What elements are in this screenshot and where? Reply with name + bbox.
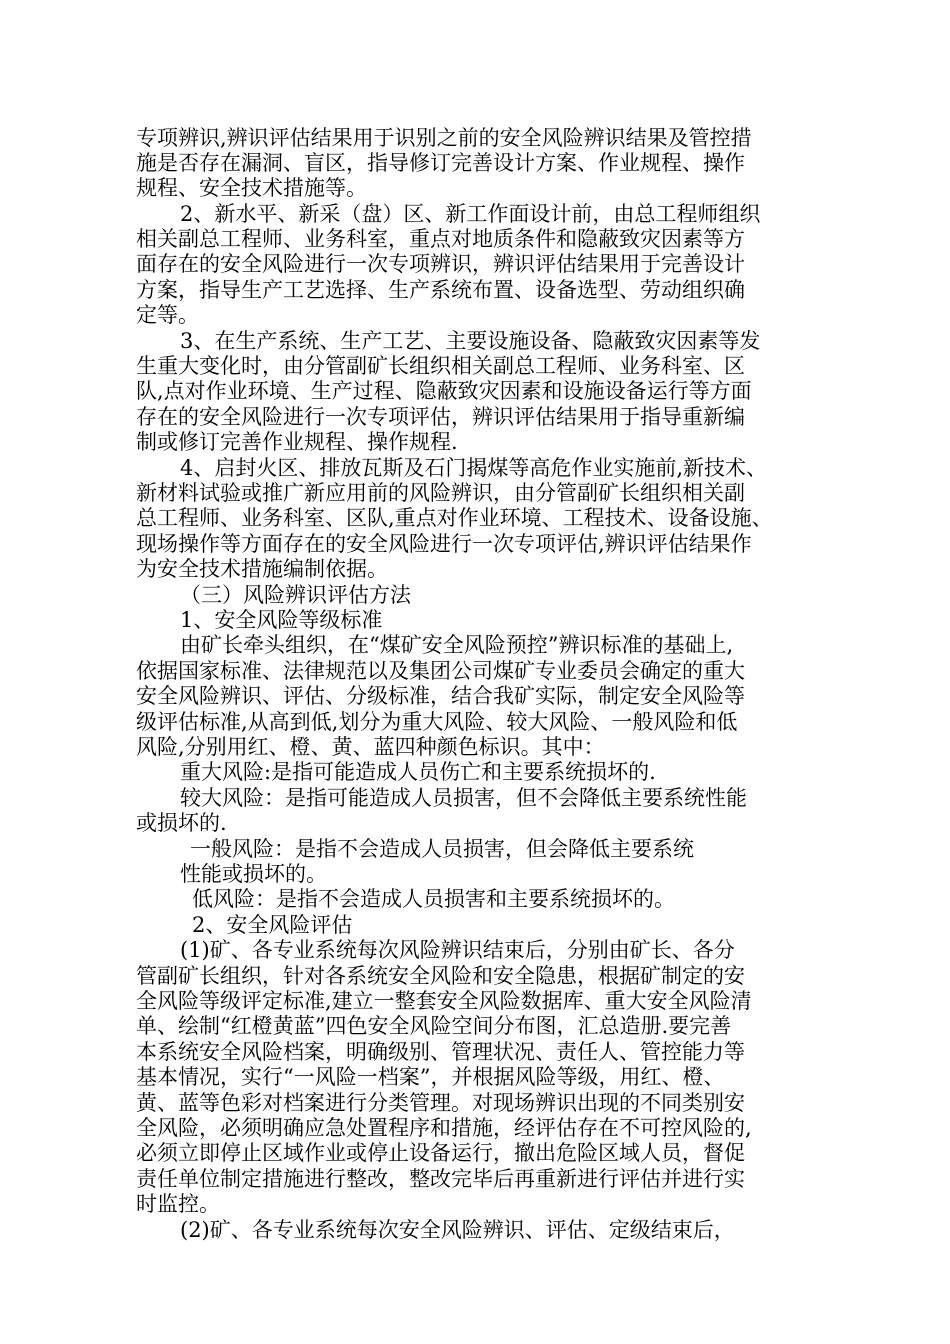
section-heading: （三）风险辨识评估方法: [180, 583, 411, 607]
text-line: 专项辨识,辨识评估结果用于识别之前的安全风险辨识结果及管控措: [136, 126, 752, 150]
text-line: 生重大变化时，由分管副矿长组织相关副总工程师、业务科室、区: [136, 354, 745, 378]
text-line: 定等。: [136, 303, 199, 327]
text-line: 重大风险:是指可能造成人员伤亡和主要系统损坏的.: [180, 760, 656, 784]
text-line: 3、在生产系统、生产工艺、主要设施设备、隐蔽致灾因素等发: [180, 329, 761, 353]
text-line: (1)矿、各专业系统每次风险辨识结束后，分别由矿长、各分: [180, 938, 735, 962]
text-line: 管副矿长组织，针对各系统安全风险和安全隐患，根据矿制定的安: [136, 964, 745, 988]
text-line: 方案，指导生产工艺选择、生产系统布置、设备选型、劳动组织确: [136, 278, 745, 302]
text-line: 风险,分别用红、橙、黄、蓝四种颜色标识。其中：: [136, 735, 605, 759]
text-line: 必须立即停止区域作业或停止设备运行，撤出危险区域人员，督促: [136, 1141, 745, 1165]
text-line: 新材料试验或推广新应用前的风险辨识，由分管副矿长组织相关副: [136, 481, 745, 505]
text-line: 全风险等级评定标准,建立一整套安全风险数据库、重大安全风险清: [136, 989, 752, 1013]
text-line: 为安全技术措施编制依据。: [136, 557, 388, 581]
text-line: 低风险：是指不会造成人员损害和主要系统损坏的。: [192, 887, 675, 911]
text-line: 相关副总工程师、业务科室，重点对地质条件和隐蔽致灾因素等方: [136, 227, 745, 251]
text-line: 级评估标准,从高到低,划分为重大风险、较大风险、一般风险和低: [136, 710, 738, 734]
text-line: 或损坏的.: [136, 811, 227, 835]
text-line: 由矿长牵头组织，在“煤矿安全风险预控”辨识标准的基础上,: [180, 633, 734, 657]
text-line: 存在的安全风险进行一次专项评估，辨识评估结果用于指导重新编: [136, 405, 745, 429]
text-line: 基本情况，实行“一风险一档案”，并根据风险等级，用红、橙、: [136, 1065, 725, 1089]
text-line: 总工程师、业务科室、区队,重点对作业环境、工程技术、设备设施、: [136, 506, 773, 530]
subsection-heading: 1、安全风险等级标准: [180, 608, 383, 632]
text-line: 安全风险辨识、评估、分级标准，结合我矿实际，制定安全风险等: [136, 684, 745, 708]
text-line: 施是否存在漏洞、盲区，指导修订完善设计方案、作业规程、操作: [136, 151, 745, 175]
subsection-heading: 2、安全风险评估: [192, 913, 353, 937]
text-line: 4、启封火区、排放瓦斯及石门揭煤等高危作业实施前,新技术、: [180, 456, 768, 480]
text-line: 较大风险：是指可能造成人员损害，但不会降低主要系统性能: [180, 786, 747, 810]
text-line: 单、绘制“红橙黄蓝”四色安全风险空间分布图，汇总造册.要完善: [136, 1014, 732, 1038]
text-line: 现场操作等方面存在的安全风险进行一次专项评估,辨识评估结果作: [136, 532, 752, 556]
text-line: 队,点对作业环境、生产过程、隐蔽致灾因素和设施设备运行等方面: [136, 379, 752, 403]
text-line: 性能或损坏的。: [180, 862, 327, 886]
text-line: (2)矿、各专业系统每次安全风险辨识、评估、定级结束后，: [180, 1218, 735, 1242]
text-line: 一般风险：是指不会造成人员损害，但会降低主要系统: [190, 837, 694, 861]
text-line: 规程、安全技术措施等。: [136, 176, 367, 200]
text-line: 本系统安全风险档案，明确级别、管理状况、责任人、管控能力等: [136, 1040, 745, 1064]
text-line: 全风险，必须明确应急处置程序和措施，经评估存在不可控风险的,: [136, 1116, 752, 1140]
text-line: 黄、蓝等色彩对档案进行分类管理。对现场辨识出现的不同类别安: [136, 1091, 745, 1115]
text-line: 时监控。: [136, 1192, 220, 1216]
text-line: 责任单位制定措施进行整改，整改完毕后再重新进行评估并进行实: [136, 1167, 745, 1191]
text-line: 制或修订完善作业规程、操作规程.: [136, 430, 458, 454]
text-line: 面存在的安全风险进行一次专项辨识，辨识评估结果用于完善设计: [136, 252, 745, 276]
text-line: 2、新水平、新采（盘）区、新工作面设计前，由总工程师组织: [180, 202, 761, 226]
text-line: 依据国家标准、法律规范以及集团公司煤矿专业委员会确定的重大: [136, 659, 745, 683]
